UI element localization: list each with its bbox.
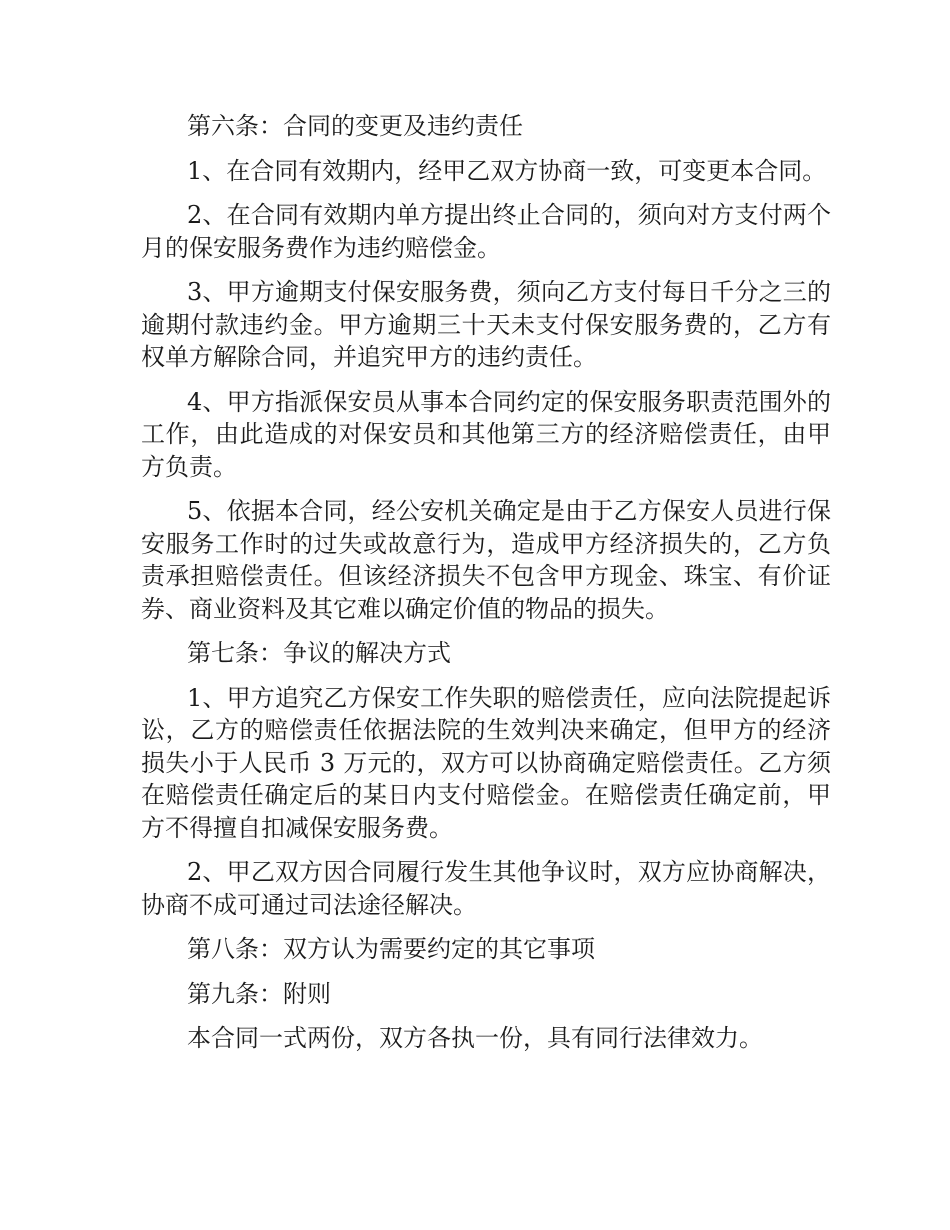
article-8-heading: 第八条：双方认为需要约定的其它事项 xyxy=(187,935,595,963)
article-6-clause-3: 3、甲方逾期支付保安服务费，须向乙方支付每日千分之三的逾期付款违约金。甲方逾期三十天未支付保安服务费的，乙方有权单方解除合同，并追究甲方的违约责任。 xyxy=(141,278,831,371)
article-6-heading: 第六条：合同的变更及违约责任 xyxy=(187,112,523,140)
document-body xyxy=(141,110,831,1067)
article-6-clause-1: 1、在合同有效期内，经甲乙双方协商一致，可变更本合同。 xyxy=(187,156,827,185)
article-9-clause: 本合同一式两份，双方各执一份，具有同行法律效力。 xyxy=(187,1024,763,1052)
article-7-clause-2: 2、甲乙双方因合同履行发生其他争议时，双方应协商解决，协商不成可通过司法途径解决。 xyxy=(141,858,831,919)
article-7-heading: 第七条：争议的解决方式 xyxy=(187,639,451,667)
article-7-clause-1: 1、甲方追究乙方保安工作失职的赔偿责任，应向法院提起诉讼，乙方的赔偿责任依据法院的生效判决来确定，但甲方的经济损失小于人民币 3 万元的，双方可以协商确定赔偿责任。乙方须在赔偿责任确定后的某日内支付赔偿金。在赔偿责任确定前，甲方不得擅自扣减保安服务费。 xyxy=(141,683,831,842)
article-6-clause-5: 5、依据本合同，经公安机关确定是由于乙方保安人员进行保安服务工作时的过失或故意行为，造成甲方经济损失的，乙方负责承担赔偿责任。但该经济损失不包含甲方现金、珠宝、有价证券、商业资料及其它难以确定价值的物品的损失。 xyxy=(141,497,831,623)
article-9-heading: 第九条：附则 xyxy=(187,979,331,1008)
article-6-clause-4: 4、甲方指派保安员从事本合同约定的保安服务职责范围外的工作，由此造成的对保安员和其他第三方的经济赔偿责任，由甲方负责。 xyxy=(141,387,831,481)
article-6-clause-2: 2、在合同有效期内单方提出终止合同的，须向对方支付两个月的保安服务费作为违约赔偿金。 xyxy=(141,201,831,262)
